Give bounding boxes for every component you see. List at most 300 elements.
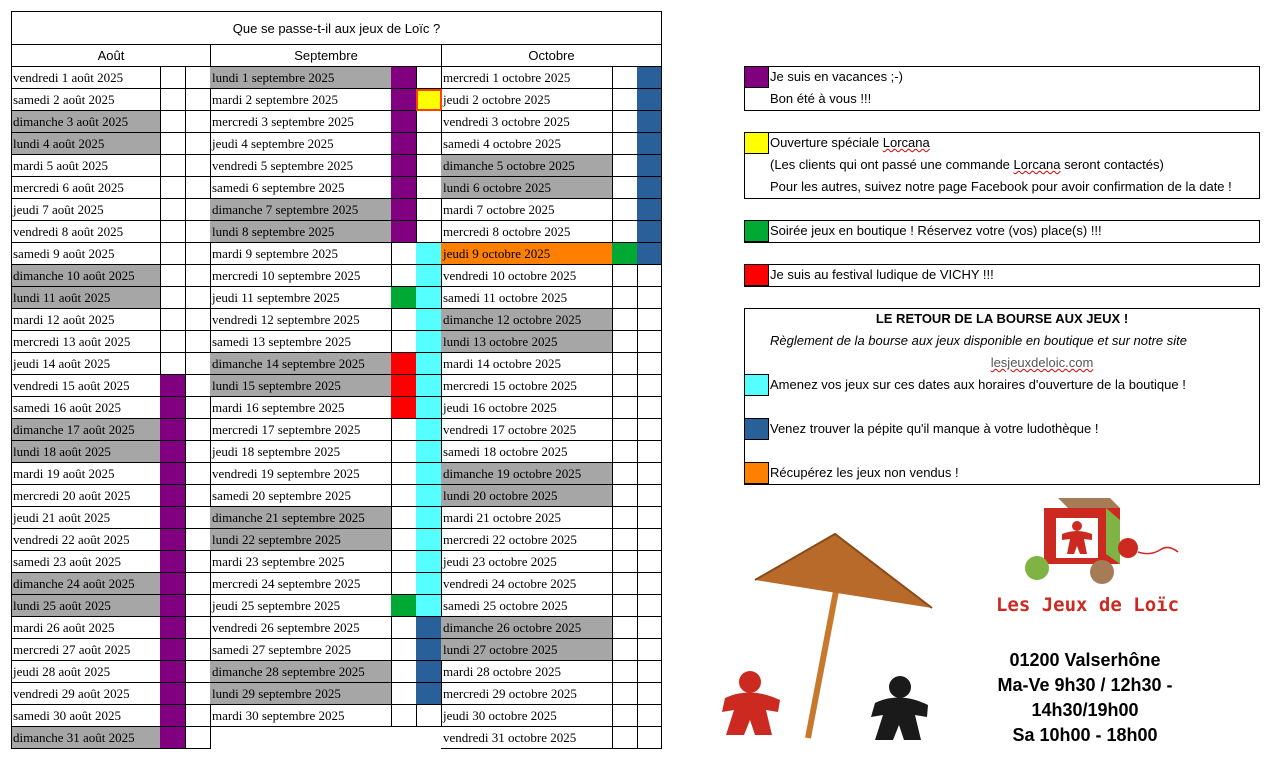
event-marker-cell (185, 265, 211, 287)
day-cell: vendredi 15 août 2025 (11, 375, 161, 397)
event-marker-cell (637, 111, 662, 133)
event-marker-cell (612, 661, 638, 683)
event-marker-cell (612, 595, 638, 617)
event-marker-cell (612, 727, 638, 749)
event-marker-cell (416, 551, 442, 573)
event-marker-cell (391, 89, 417, 111)
event-marker-cell (637, 265, 662, 287)
month-header-septembre: Septembre (210, 44, 442, 67)
event-marker-cell (391, 265, 417, 287)
event-marker-cell (160, 419, 186, 441)
event-marker-cell (160, 221, 186, 243)
day-cell: mardi 26 août 2025 (11, 617, 161, 639)
day-cell: samedi 23 août 2025 (11, 551, 161, 573)
event-marker-cell (637, 727, 662, 749)
event-marker-cell (612, 331, 638, 353)
event-marker-cell (416, 111, 442, 133)
legend-festival: Je suis au festival ludique de VICHY !!! (770, 267, 994, 282)
day-cell: lundi 29 septembre 2025 (210, 683, 392, 705)
event-marker-cell (637, 463, 662, 485)
event-marker-cell (160, 243, 186, 265)
day-cell: mercredi 27 août 2025 (11, 639, 161, 661)
day-cell: dimanche 3 août 2025 (11, 111, 161, 133)
day-cell: jeudi 9 octobre 2025 (441, 243, 613, 265)
shop-hours-1: Ma-Ve 9h30 / 12h30 - (997, 675, 1173, 695)
day-cell: lundi 15 septembre 2025 (210, 375, 392, 397)
event-marker-cell (185, 705, 211, 727)
event-marker-cell (612, 507, 638, 529)
day-cell: samedi 6 septembre 2025 (210, 177, 392, 199)
event-marker-cell (160, 199, 186, 221)
event-marker-cell (160, 111, 186, 133)
event-marker-cell (185, 133, 211, 155)
event-marker-cell (612, 551, 638, 573)
day-cell: vendredi 12 septembre 2025 (210, 309, 392, 331)
event-marker-cell (185, 727, 211, 749)
event-marker-cell (391, 243, 417, 265)
day-cell: lundi 8 septembre 2025 (210, 221, 392, 243)
bourse-site-link[interactable]: lesjeuxdeloic.com (990, 355, 1094, 370)
shop-city: 01200 Valserhône (1009, 650, 1161, 670)
day-cell: jeudi 18 septembre 2025 (210, 441, 392, 463)
day-cell: dimanche 17 août 2025 (11, 419, 161, 441)
event-marker-cell (416, 617, 442, 639)
event-marker-cell (391, 507, 417, 529)
event-marker-cell (637, 89, 662, 111)
event-marker-cell (391, 551, 417, 573)
event-marker-cell (185, 331, 211, 353)
event-marker-cell (637, 67, 662, 89)
bourse-cyan: Amenez vos jeux sur ces dates aux horaires d'ouverture de la boutique ! (770, 377, 1186, 392)
day-cell: mardi 2 septembre 2025 (210, 89, 392, 111)
event-marker-cell (160, 661, 186, 683)
event-marker-cell (185, 177, 211, 199)
event-marker-cell (637, 639, 662, 661)
day-cell: samedi 27 septembre 2025 (210, 639, 392, 661)
day-cell: samedi 9 août 2025 (11, 243, 161, 265)
day-cell: dimanche 24 août 2025 (11, 573, 161, 595)
parasol-pole (808, 570, 840, 738)
day-cell: vendredi 3 octobre 2025 (441, 111, 613, 133)
event-marker-cell (637, 485, 662, 507)
event-marker-cell (612, 265, 638, 287)
event-marker-cell (391, 111, 417, 133)
event-marker-cell (185, 111, 211, 133)
day-cell: samedi 18 octobre 2025 (441, 441, 613, 463)
day-cell: mardi 28 octobre 2025 (441, 661, 613, 683)
month-header-octobre: Octobre (441, 44, 662, 67)
event-marker-cell (160, 727, 186, 749)
bourse-title: LE RETOUR DE LA BOURSE AUX JEUX ! (875, 311, 1129, 326)
event-marker-cell (391, 639, 417, 661)
parasol-illustration (700, 530, 960, 760)
day-cell: mardi 21 octobre 2025 (441, 507, 613, 529)
legend-vacances: Je suis en vacances ;-) (770, 69, 903, 84)
event-marker-cell (416, 265, 442, 287)
event-marker-cell (612, 529, 638, 551)
day-cell: jeudi 11 septembre 2025 (210, 287, 392, 309)
day-cell: vendredi 19 septembre 2025 (210, 463, 392, 485)
event-marker-cell (612, 67, 638, 89)
event-marker-cell (416, 221, 442, 243)
event-marker-cell (185, 617, 211, 639)
event-marker-cell (416, 683, 442, 705)
event-marker-cell (391, 529, 417, 551)
event-marker-cell (416, 89, 442, 111)
event-marker-cell (612, 133, 638, 155)
event-marker-cell (637, 661, 662, 683)
event-marker-cell (637, 529, 662, 551)
event-marker-cell (391, 155, 417, 177)
day-cell: samedi 16 août 2025 (11, 397, 161, 419)
event-marker-cell (185, 573, 211, 595)
event-marker-cell (612, 243, 638, 265)
event-marker-cell (612, 441, 638, 463)
day-cell: mardi 30 septembre 2025 (210, 705, 392, 727)
event-marker-cell (637, 199, 662, 221)
event-marker-cell (160, 133, 186, 155)
event-marker-cell (416, 705, 442, 727)
event-marker-cell (416, 155, 442, 177)
event-marker-cell (391, 375, 417, 397)
event-marker-cell (391, 221, 417, 243)
event-marker-cell (416, 243, 442, 265)
event-marker-cell (160, 507, 186, 529)
day-cell: vendredi 26 septembre 2025 (210, 617, 392, 639)
event-marker-cell (160, 441, 186, 463)
event-marker-cell (637, 551, 662, 573)
day-cell: dimanche 12 octobre 2025 (441, 309, 613, 331)
event-marker-cell (416, 419, 442, 441)
event-marker-cell (612, 617, 638, 639)
event-marker-cell (391, 309, 417, 331)
event-marker-cell (612, 639, 638, 661)
day-cell: vendredi 22 août 2025 (11, 529, 161, 551)
event-marker-cell (637, 243, 662, 265)
event-marker-cell (160, 595, 186, 617)
event-marker-cell (185, 551, 211, 573)
event-marker-cell (637, 155, 662, 177)
event-marker-cell (637, 573, 662, 595)
day-cell: lundi 27 octobre 2025 (441, 639, 613, 661)
event-marker-cell (637, 353, 662, 375)
calendar (11, 11, 662, 748)
event-marker-cell (416, 573, 442, 595)
event-marker-cell (416, 529, 442, 551)
day-cell: dimanche 14 septembre 2025 (210, 353, 392, 375)
swatch-red (744, 264, 769, 286)
event-marker-cell (160, 331, 186, 353)
day-cell: vendredi 24 octobre 2025 (441, 573, 613, 595)
event-marker-cell (637, 133, 662, 155)
event-marker-cell (612, 705, 638, 727)
day-cell: lundi 4 août 2025 (11, 133, 161, 155)
event-marker-cell (612, 463, 638, 485)
bourse-blue: Venez trouver la pépite qu'il manque à votre ludothèque ! (770, 421, 1099, 436)
event-marker-cell (416, 331, 442, 353)
day-cell: mercredi 10 septembre 2025 (210, 265, 392, 287)
event-marker-cell (416, 133, 442, 155)
swatch-cyan (744, 374, 769, 396)
event-marker-cell (160, 617, 186, 639)
event-marker-cell (160, 353, 186, 375)
day-cell: mardi 19 août 2025 (11, 463, 161, 485)
event-marker-cell (612, 353, 638, 375)
event-marker-cell (637, 705, 662, 727)
day-cell: vendredi 31 octobre 2025 (441, 727, 613, 749)
event-marker-cell (160, 155, 186, 177)
day-cell: vendredi 17 octobre 2025 (441, 419, 613, 441)
event-marker-cell (637, 331, 662, 353)
event-marker-cell (612, 309, 638, 331)
day-cell: jeudi 23 octobre 2025 (441, 551, 613, 573)
event-marker-cell (160, 573, 186, 595)
day-cell: dimanche 26 octobre 2025 (441, 617, 613, 639)
event-marker-cell (612, 89, 638, 111)
event-marker-cell (637, 617, 662, 639)
event-marker-cell (612, 573, 638, 595)
event-marker-cell (160, 309, 186, 331)
day-cell: vendredi 5 septembre 2025 (210, 155, 392, 177)
event-marker-cell (391, 441, 417, 463)
red-meeple-icon (722, 671, 780, 735)
day-cell: vendredi 10 octobre 2025 (441, 265, 613, 287)
event-marker-cell (185, 243, 211, 265)
event-marker-cell (185, 155, 211, 177)
event-marker-cell (416, 441, 442, 463)
day-cell: samedi 13 septembre 2025 (210, 331, 392, 353)
parasol-canopy (755, 534, 932, 608)
day-cell: lundi 22 septembre 2025 (210, 529, 392, 551)
day-cell: jeudi 21 août 2025 (11, 507, 161, 529)
day-cell: dimanche 19 octobre 2025 (441, 463, 613, 485)
day-cell: mercredi 20 août 2025 (11, 485, 161, 507)
event-marker-cell (637, 683, 662, 705)
day-cell: dimanche 5 octobre 2025 (441, 155, 613, 177)
day-cell: vendredi 8 août 2025 (11, 221, 161, 243)
event-marker-cell (185, 529, 211, 551)
day-cell: dimanche 31 août 2025 (11, 727, 161, 749)
event-marker-cell (637, 287, 662, 309)
event-marker-cell (391, 683, 417, 705)
day-cell: jeudi 25 septembre 2025 (210, 595, 392, 617)
event-marker-cell (391, 397, 417, 419)
event-marker-cell (391, 485, 417, 507)
event-marker-cell (391, 133, 417, 155)
event-marker-cell (391, 67, 417, 89)
day-cell: dimanche 10 août 2025 (11, 265, 161, 287)
shop-hours-3: Sa 10h00 - 18h00 (1012, 725, 1158, 745)
day-cell: dimanche 7 septembre 2025 (210, 199, 392, 221)
event-marker-cell (185, 595, 211, 617)
event-marker-cell (391, 595, 417, 617)
event-marker-cell (160, 529, 186, 551)
event-marker-cell (637, 595, 662, 617)
day-cell: mardi 23 septembre 2025 (210, 551, 392, 573)
day-cell: mercredi 22 octobre 2025 (441, 529, 613, 551)
event-marker-cell (160, 551, 186, 573)
event-marker-cell (391, 353, 417, 375)
event-marker-cell (391, 661, 417, 683)
day-cell: mercredi 3 septembre 2025 (210, 111, 392, 133)
event-marker-cell (160, 683, 186, 705)
event-marker-cell (160, 89, 186, 111)
event-marker-cell (185, 507, 211, 529)
swatch-yellow (744, 132, 769, 154)
day-cell: lundi 13 octobre 2025 (441, 331, 613, 353)
day-cell: dimanche 21 septembre 2025 (210, 507, 392, 529)
shop-logo-text: Les Jeux de Loïc (995, 594, 1180, 616)
day-cell: dimanche 28 septembre 2025 (210, 661, 392, 683)
event-marker-cell (391, 463, 417, 485)
event-marker-cell (612, 177, 638, 199)
event-marker-cell (416, 287, 442, 309)
event-marker-cell (416, 397, 442, 419)
legend-vacances-sub: Bon été à vous !!! (770, 91, 872, 106)
event-marker-cell (637, 221, 662, 243)
day-cell: jeudi 30 octobre 2025 (441, 705, 613, 727)
event-marker-cell (637, 309, 662, 331)
swatch-blue (744, 418, 769, 440)
event-marker-cell (391, 177, 417, 199)
event-marker-cell (612, 111, 638, 133)
event-marker-cell (416, 177, 442, 199)
day-cell: samedi 11 octobre 2025 (441, 287, 613, 309)
event-marker-cell (612, 199, 638, 221)
event-marker-cell (160, 287, 186, 309)
day-cell: mercredi 15 octobre 2025 (441, 375, 613, 397)
swatch-orange (744, 462, 769, 484)
event-marker-cell (185, 441, 211, 463)
event-marker-cell (612, 419, 638, 441)
event-marker-cell (160, 265, 186, 287)
legend-lorcana: Ouverture spéciale Lorcana (770, 135, 930, 150)
day-cell: lundi 1 septembre 2025 (210, 67, 392, 89)
swatch-purple (744, 66, 769, 88)
day-cell: mercredi 24 septembre 2025 (210, 573, 392, 595)
day-cell: vendredi 29 août 2025 (11, 683, 161, 705)
event-marker-cell (391, 199, 417, 221)
legend-soiree: Soirée jeux en boutique ! Réservez votre (vos) place(s) !!! (770, 223, 1102, 238)
day-cell: jeudi 7 août 2025 (11, 199, 161, 221)
day-cell: samedi 20 septembre 2025 (210, 485, 392, 507)
event-marker-cell (637, 441, 662, 463)
event-marker-cell (416, 507, 442, 529)
day-cell: mardi 12 août 2025 (11, 309, 161, 331)
event-marker-cell (391, 617, 417, 639)
event-marker-cell (416, 463, 442, 485)
day-cell: lundi 11 août 2025 (11, 287, 161, 309)
event-marker-cell (637, 375, 662, 397)
day-cell: jeudi 16 octobre 2025 (441, 397, 613, 419)
event-marker-cell (416, 639, 442, 661)
event-marker-cell (612, 485, 638, 507)
event-marker-cell (391, 573, 417, 595)
event-marker-cell (160, 67, 186, 89)
event-marker-cell (185, 67, 211, 89)
event-marker-cell (160, 485, 186, 507)
event-marker-cell (185, 683, 211, 705)
day-cell: mercredi 8 octobre 2025 (441, 221, 613, 243)
day-cell: mardi 14 octobre 2025 (441, 353, 613, 375)
event-marker-cell (416, 375, 442, 397)
event-marker-cell (612, 287, 638, 309)
day-cell: mercredi 17 septembre 2025 (210, 419, 392, 441)
event-marker-cell (185, 639, 211, 661)
event-marker-cell (637, 419, 662, 441)
event-marker-cell (637, 507, 662, 529)
shop-logo-icon (1010, 490, 1200, 590)
event-marker-cell (416, 485, 442, 507)
day-cell: samedi 25 octobre 2025 (441, 595, 613, 617)
day-cell: samedi 2 août 2025 (11, 89, 161, 111)
event-marker-cell (185, 397, 211, 419)
event-marker-cell (612, 683, 638, 705)
black-meeple-icon (871, 676, 928, 740)
legend-lorcana-sub2: Pour les autres, suivez notre page Facebook pour avoir confirmation de la date ! (770, 179, 1232, 194)
day-cell: mardi 16 septembre 2025 (210, 397, 392, 419)
event-marker-cell (416, 67, 442, 89)
shop-hours-2: 14h30/19h00 (1031, 700, 1139, 720)
event-marker-cell (160, 177, 186, 199)
day-cell: lundi 6 octobre 2025 (441, 177, 613, 199)
event-marker-cell (391, 331, 417, 353)
day-cell: mardi 5 août 2025 (11, 155, 161, 177)
event-marker-cell (416, 595, 442, 617)
month-header-aout: Août (11, 44, 211, 67)
day-cell: mercredi 6 août 2025 (11, 177, 161, 199)
event-marker-cell (637, 177, 662, 199)
event-marker-cell (391, 287, 417, 309)
event-marker-cell (185, 89, 211, 111)
day-cell: mercredi 29 octobre 2025 (441, 683, 613, 705)
event-marker-cell (416, 199, 442, 221)
calendar-title: Que se passe-t-il aux jeux de Loïc ? (11, 11, 662, 45)
event-marker-cell (160, 705, 186, 727)
event-marker-cell (185, 199, 211, 221)
day-cell: lundi 25 août 2025 (11, 595, 161, 617)
event-marker-cell (160, 463, 186, 485)
event-marker-cell (185, 309, 211, 331)
day-cell: mercredi 13 août 2025 (11, 331, 161, 353)
day-cell: jeudi 28 août 2025 (11, 661, 161, 683)
event-marker-cell (637, 397, 662, 419)
event-marker-cell (391, 419, 417, 441)
day-cell: jeudi 4 septembre 2025 (210, 133, 392, 155)
event-marker-cell (185, 287, 211, 309)
event-marker-cell (185, 419, 211, 441)
day-cell: vendredi 1 août 2025 (11, 67, 161, 89)
event-marker-cell (612, 155, 638, 177)
day-cell: samedi 4 octobre 2025 (441, 133, 613, 155)
day-cell: jeudi 2 octobre 2025 (441, 89, 613, 111)
day-cell: lundi 18 août 2025 (11, 441, 161, 463)
event-marker-cell (185, 221, 211, 243)
day-cell: mardi 9 septembre 2025 (210, 243, 392, 265)
event-marker-cell (185, 661, 211, 683)
event-marker-cell (612, 397, 638, 419)
day-cell: mardi 7 octobre 2025 (441, 199, 613, 221)
event-marker-cell (391, 705, 417, 727)
event-marker-cell (416, 309, 442, 331)
event-marker-cell (416, 661, 442, 683)
event-marker-cell (160, 639, 186, 661)
day-cell: lundi 20 octobre 2025 (441, 485, 613, 507)
event-marker-cell (185, 353, 211, 375)
event-marker-cell (185, 375, 211, 397)
day-cell: mercredi 1 octobre 2025 (441, 67, 613, 89)
event-marker-cell (612, 221, 638, 243)
